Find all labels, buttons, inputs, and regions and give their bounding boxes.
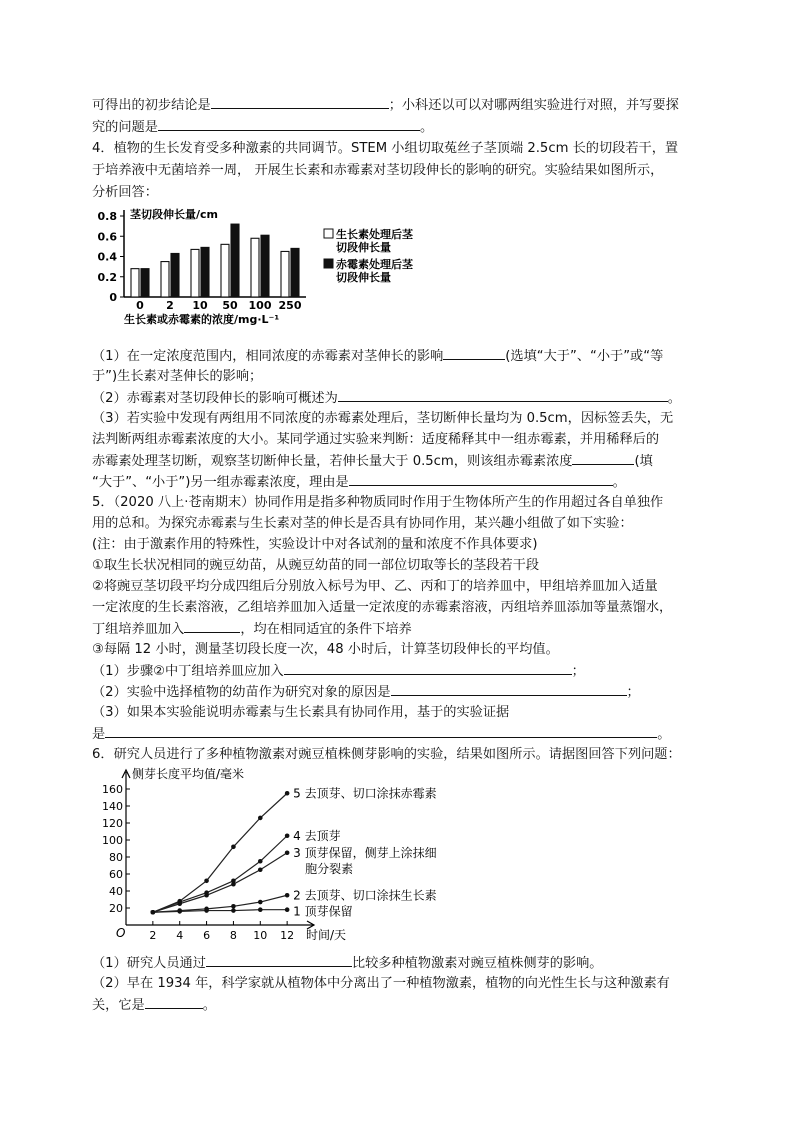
text-line: 法判断两组赤霉素浓度的大小。某同学通过实验来判断：适度稀释其中一组赤霉素，并用稀释后的: [92, 432, 660, 447]
data-point: [285, 791, 290, 796]
answer-blank[interactable]: [211, 96, 389, 109]
x-tick-label: 0: [136, 299, 144, 312]
series-label: 3 顶芽保留，侧芽上涂抹细: [293, 845, 437, 860]
answer-blank[interactable]: [145, 996, 203, 1009]
text-line: （3）如果本实验能说明赤霉素与生长素具有协同作用，基于的实验证据: [92, 705, 510, 720]
y-tick-label: 140: [102, 800, 123, 813]
legend-swatch: [324, 229, 333, 238]
text-line: ③每隔 12 小时，测量茎切段长度一次，48 小时后，计算茎切段伸长的平均值。: [92, 642, 559, 657]
x-tick-label: 250: [278, 299, 302, 312]
data-point: [285, 907, 290, 912]
y-tick-label: 0.8: [97, 210, 117, 223]
x-tick-label: 2: [166, 299, 174, 312]
auxin-bar: [191, 249, 199, 297]
gibberellin-bar: [291, 248, 299, 297]
y-tick-label: 0.2: [97, 270, 117, 284]
auxin-bar: [131, 269, 139, 297]
data-point: [258, 907, 263, 912]
data-point: [177, 909, 182, 914]
data-point: [258, 816, 263, 821]
answer-blank[interactable]: [284, 662, 572, 675]
text-line: “大于”、“小于”)另一组赤霉素浓度，理由是 。: [92, 475, 626, 490]
question-4-text: 4．植物的生长发育受多种激素的共同调节。STEM 小组切取菟丝子茎顶端 2.5cm 长的切段若干，置: [92, 141, 679, 156]
text-line: 可得出的初步结论是 ；小科还以可以对哪两组实验进行对照，并写要探: [92, 98, 679, 113]
text-line: （2）早在 1934 年，科学家就从植物体中分离出了一种植物激素，植物的向光性生长与这种激素有: [92, 976, 670, 991]
data-point: [204, 879, 209, 884]
text-line: ①取生长状况相同的豌豆幼苗，从豌豆幼苗的同一部位切取等长的茎段若干段: [92, 558, 540, 573]
series-label: 胞分裂素: [305, 861, 354, 876]
text-line: （1）步骤②中丁组培养皿应加入 ；: [92, 664, 585, 679]
text-line: （3）若实验中发现有两组用不同浓度的赤霉素处理后，茎切断伸长量均为 0.5cm，因标签丢失，无: [92, 411, 674, 426]
data-point: [285, 893, 290, 898]
question-6-text: 6．研究人员进行了多种植物激素对豌豆植株侧芽影响的实验，结果如图所示。请据图回答下列问题：: [92, 747, 681, 762]
auxin-bar: [251, 238, 259, 297]
gibberellin-bar: [261, 235, 269, 297]
y-tick-label: 80: [109, 851, 123, 864]
text-line: （2）赤霉素对茎切段伸长的影响可概述为 。: [92, 391, 681, 406]
series-label: 2 去顶芽、切口涂抹生长素: [293, 888, 437, 903]
text-line: 关，它是 。: [92, 998, 216, 1013]
data-point: [258, 867, 263, 872]
y-tick-label: 160: [102, 783, 123, 796]
text-line: (注：由于激素作用的特殊性，实验设计中对各试剂的量和浓度不作具体要求): [92, 537, 538, 552]
y-tick-label: 60: [109, 868, 123, 881]
text-line: （2）实验中选择植物的幼苗作为研究对象的原因是 ；: [92, 685, 640, 700]
legend-swatch: [324, 259, 333, 268]
text-line: 究的问题是 。: [92, 120, 434, 135]
gibberellin-bar: [231, 224, 239, 297]
gibberellin-bar: [141, 269, 149, 297]
y-tick-label: 100: [102, 834, 123, 847]
x-tick-label: 2: [149, 929, 157, 942]
x-tick-label: 12: [280, 929, 295, 942]
auxin-bar: [281, 251, 289, 297]
answer-blank[interactable]: [338, 389, 668, 402]
gibberellin-bar: [171, 253, 179, 297]
auxin-bar: [221, 244, 229, 297]
text-line: 于培养液中无菌培养一周， 开展生长素和赤霉素对茎切段伸长的影响的研究。实验结果如图所示，: [92, 163, 664, 178]
text-line: 用的总和。为探究赤霉素与生长素对茎的伸长是否具有协同作用，某兴趣小组做了如下实验：: [92, 516, 633, 531]
data-point: [285, 850, 290, 855]
data-point: [204, 908, 209, 913]
x-tick-label: 8: [229, 929, 237, 942]
text-line: 是 。: [92, 727, 671, 742]
data-point: [231, 845, 236, 850]
data-point: [231, 904, 236, 909]
x-axis-title: 生长素或赤霉素的浓度/mg·L⁻¹: [124, 313, 280, 326]
text-line: 一定浓度的生长素溶液，乙组培养皿加入适量一定浓度的赤霉素溶液，丙组培养皿添加等量蒸馏水，: [92, 600, 673, 615]
data-point: [231, 882, 236, 887]
x-tick-label: 6: [203, 929, 211, 942]
gibberellin-bar: [201, 247, 209, 297]
series-line: [153, 793, 287, 912]
x-tick-label: 100: [248, 299, 272, 312]
bar-chart: [96, 204, 436, 332]
y-tick-label: 0: [109, 291, 117, 304]
y-tick-label: 20: [109, 902, 123, 915]
data-point: [231, 908, 236, 913]
text-line: （1）研究人员通过 比较多种植物激素对豌豆植株侧芽的影响。: [92, 956, 603, 971]
y-tick-label: 0.6: [97, 230, 117, 244]
answer-blank[interactable]: [443, 347, 505, 360]
y-axis-title: 茎切段伸长量/cm: [130, 208, 218, 221]
x-axis-title: 时间/天: [306, 928, 347, 942]
y-tick-label: 40: [109, 885, 123, 898]
origin-label: O: [116, 926, 126, 940]
series-label: 5 去顶芽、切口涂抹赤霉素: [293, 786, 437, 801]
text-line: ②将豌豆茎切段平均分成四组后分别放入标号为甲、乙、丙和丁的培养皿中，甲组培养皿加入适量: [92, 579, 658, 594]
y-tick-label: 120: [102, 817, 123, 830]
data-point: [258, 859, 263, 864]
legend-label: 赤霉素处理后茎: [336, 258, 413, 271]
auxin-bar: [161, 262, 169, 297]
x-tick-label: 10: [192, 299, 208, 312]
legend-label: 生长素处理后茎: [336, 228, 413, 241]
data-point: [177, 901, 182, 906]
line-chart: [96, 764, 496, 942]
answer-blank[interactable]: [184, 620, 240, 633]
text-line: 丁组培养皿加入 ，均在相同适宜的条件下培养: [92, 622, 412, 637]
data-point: [204, 893, 209, 898]
y-tick-label: 0.4: [97, 250, 117, 264]
answer-blank[interactable]: [349, 473, 613, 486]
text-line: （1）在一定浓度范围内，相同浓度的赤霉素对茎伸长的影响 (选填“大于”、“小于”或“等: [92, 349, 664, 364]
text-line: 分析回答：: [92, 185, 158, 200]
answer-blank[interactable]: [158, 118, 420, 131]
data-point: [258, 900, 263, 905]
y-axis-title: 侧芽长度平均值/毫米: [132, 767, 245, 781]
question-5-text: 5．（2020 八上·苍南期末）协同作用是指多种物质同时作用于生物体所产生的作用超过各自单独作: [92, 495, 664, 510]
x-tick-label: 10: [253, 929, 268, 942]
answer-blank[interactable]: [206, 954, 352, 967]
data-point: [285, 833, 290, 838]
answer-blank[interactable]: [105, 725, 657, 738]
answer-blank[interactable]: [572, 452, 634, 465]
x-tick-label: 4: [176, 929, 184, 942]
series-label: 1 顶芽保留: [293, 904, 353, 919]
answer-blank[interactable]: [391, 683, 627, 696]
legend-label: 切段伸长量: [336, 271, 391, 284]
legend-label: 切段伸长量: [336, 241, 391, 254]
x-tick-label: 50: [222, 299, 238, 312]
series-label: 4 去顶芽: [293, 828, 341, 843]
text-line: 于”)生长素对茎伸长的影响；: [92, 369, 263, 384]
text-line: 赤霉素处理茎切断，观察茎切断伸长量，若伸长量大于 0.5cm，则该组赤霉素浓度 (填: [92, 454, 653, 469]
data-point: [151, 910, 156, 915]
